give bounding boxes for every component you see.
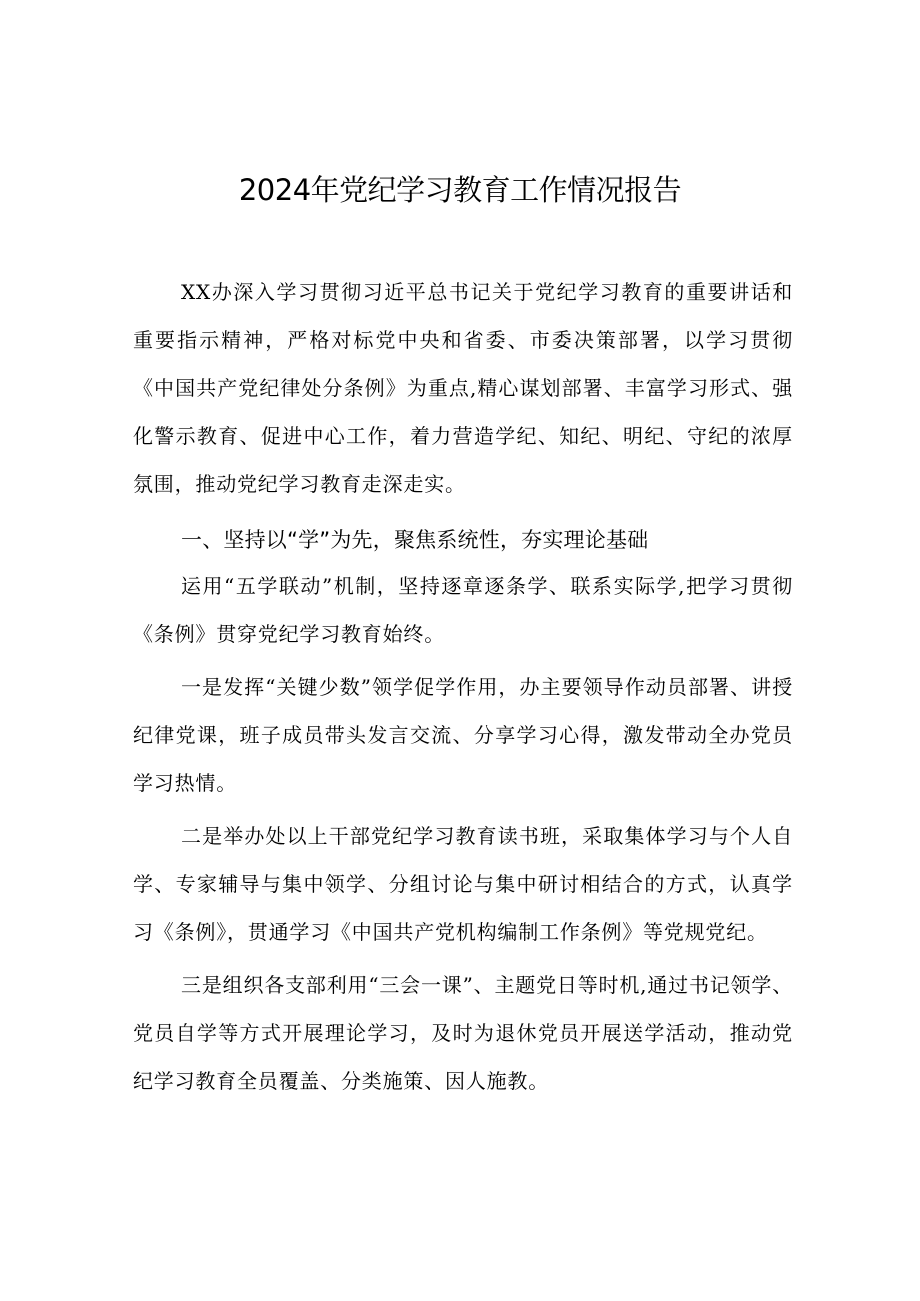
section-1-paragraph-2: 一是发挥“关键少数”领学促学作用，办主要领导作动员部署、讲授纪律党课，班子成员带头发言交流、分享学习心得，激发带动全办党员学习热情。 <box>133 675 793 795</box>
document-title: 2024年党纪学习教育工作情况报告 <box>238 173 682 207</box>
section-1-paragraph-3: 二是举办处以上干部党纪学习教育读书班，采取集体学习与个人自学、专家辅导与集中领学、分组讨论与集中研讨相结合的方式，认真学习《条例》，贯通学习《中国共产党机构编制工作条例》等党规党纪。 <box>133 824 793 944</box>
section-1-paragraph-1: 运用“五学联动”机制，坚持逐章逐条学、联系实际学,把学习贯彻《条例》贯穿党纪学习教育始终。 <box>133 574 793 646</box>
section-1-paragraph-4: 三是组织各支部利用“三会一课”、主题党日等时机,通过书记领学、党员自学等方式开展理论学习，及时为退休党员开展送学活动，推动党纪学习教育全员覆盖、分类施策、因人施教。 <box>133 973 793 1093</box>
section-heading-1: 一、坚持以“学”为先，聚焦系统性，夯实理论基础 <box>181 528 649 552</box>
intro-paragraph: XX办深入学习贯彻习近平总书记关于党纪学习教育的重要讲话和重要指示精神，严格对标党中央和省委、市委决策部署，以学习贯彻《中国共产党纪律处分条例》为重点,精心谋划部署、丰富学习形式、强化警示教育、促进中心工作，着力营造学纪、知纪、明纪、守纪的浓厚氛围，推动党纪学习教育走深走实。 <box>133 280 793 496</box>
document-body <box>133 268 793 1105</box>
